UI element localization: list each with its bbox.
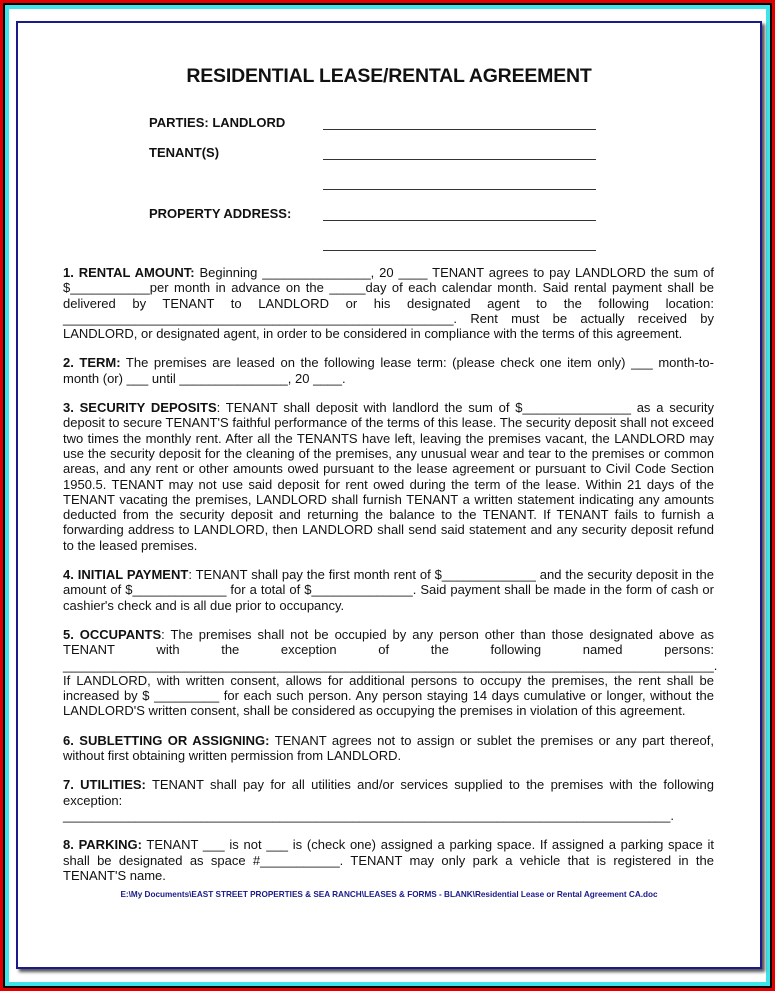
landlord-blank[interactable] <box>323 129 596 130</box>
section-heading: 4. INITIAL PAYMENT <box>63 567 189 583</box>
section-heading: 2. TERM: <box>63 355 121 371</box>
agreement-body <box>63 265 718 897</box>
section-heading: 3. SECURITY DEPOSITS <box>63 400 217 416</box>
section-text: : The premises shall not be occupied by any person other than those designated above as TENANT with the exception of the following named persons: __________________________________________________________________________________________. If LANDLORD, with written consent, allows for additional persons to occupy the premises, the rent shall be increased by $ _________ for each such person. Any person staying 14 days cumulative or longer, without the LANDLORD'S written consent, shall be considered as occupying the premises in violation of this agreement. <box>63 626 718 719</box>
document-title: RESIDENTIAL LEASE/RENTAL AGREEMENT <box>186 65 592 87</box>
section-text: TENANT shall pay for all utilities and/or services supplied to the premises with the following exception: ____________________________________________________________________________________. <box>63 777 714 823</box>
section-text: Beginning _______________, 20 ____ TENANT agrees to pay LANDLORD the sum of $___________per month in advance on the _____day of each calendar month. Said rental payment shall be delivered by TENANT to LANDLORD or his designated agent to the following location: ______________________________________________________. Rent must be actually received by LANDLORD, or designated agent, in order to be considered in compliance with the terms of this agreement. <box>63 265 714 342</box>
landlord-label: PARTIES: LANDLORD <box>149 115 286 130</box>
section-heading: 8. PARKING: <box>63 837 142 853</box>
tenant-blank-2[interactable] <box>323 189 596 190</box>
section-heading: 7. UTILITIES: <box>63 777 146 793</box>
section-subletting <box>63 733 714 764</box>
section-rental-amount <box>63 265 714 341</box>
document-page <box>16 21 762 969</box>
section-heading: 6. SUBLETTING OR ASSIGNING: <box>63 732 270 748</box>
property-address-label: PROPERTY ADDRESS: <box>149 206 292 221</box>
property-address-blank-1[interactable] <box>323 220 596 221</box>
section-heading: 5. OCCUPANTS <box>63 626 162 642</box>
tenant-blank-1[interactable] <box>323 159 596 160</box>
section-parking <box>63 837 714 883</box>
section-utilities <box>63 777 714 823</box>
section-text: TENANT agrees not to assign or sublet the premises or any part thereof, without first obtaining written permission from LANDLORD. <box>63 732 714 764</box>
section-text: TENANT ___ is not ___ is (check one) assigned a parking space. If assigned a parking space it shall be designated as space #___________. TENANT may only park a vehicle that is registered in the TENANT'S name. <box>63 837 714 883</box>
section-term <box>63 355 714 386</box>
file-path-footer: E:\My Documents\EAST STREET PROPERTIES & SEA RANCH\LEASES & FORMS - BLANK\Residential Lease or Rental Agreement CA.doc <box>120 890 658 899</box>
section-initial-payment <box>63 567 714 613</box>
section-security-deposits <box>63 400 714 553</box>
property-address-blank-2[interactable] <box>323 250 596 251</box>
section-occupants <box>63 626 718 719</box>
section-heading: 1. RENTAL AMOUNT: <box>63 265 195 280</box>
section-text: The premises are leased on the following lease term: (please check one item only) ___ month-to-month (or) ___ until _______________, 20 ____. <box>63 355 714 386</box>
tenant-label: TENANT(S) <box>149 145 220 160</box>
section-text: : TENANT shall pay the first month rent of $_____________ and the security deposit in the amount of $_____________ for a total of $______________. Said payment shall be made in the form of cash or cashier's check and is all due prior to occupancy. <box>63 567 714 613</box>
section-text: : TENANT shall deposit with landlord the sum of $_______________ as a security deposit to secure TENANT'S faithful performance of the terms of this lease. The security deposit shall not exceed two times the monthly rent. After all the TENANTS have left, leaving the premises vacant, the LANDLORD may use the security deposit for the cleaning of the premises, any unusual wear and tear to the premises or common areas, and any rent or other amounts owed pursuant to the lease agreement or pursuant to Civil Code Section 1950.5. TENANT may not use said deposit for rent owed during the term of the lease. Within 21 days of the TENANT vacating the premises, LANDLORD shall furnish TENANT a written statement indicating any amounts deducted from the security deposit and returning the balance to the TENANT. If TENANT fails to furnish a forwarding address to LANDLORD, then LANDLORD shall send said statement and any security deposit refund to the leased premises. <box>63 400 714 553</box>
